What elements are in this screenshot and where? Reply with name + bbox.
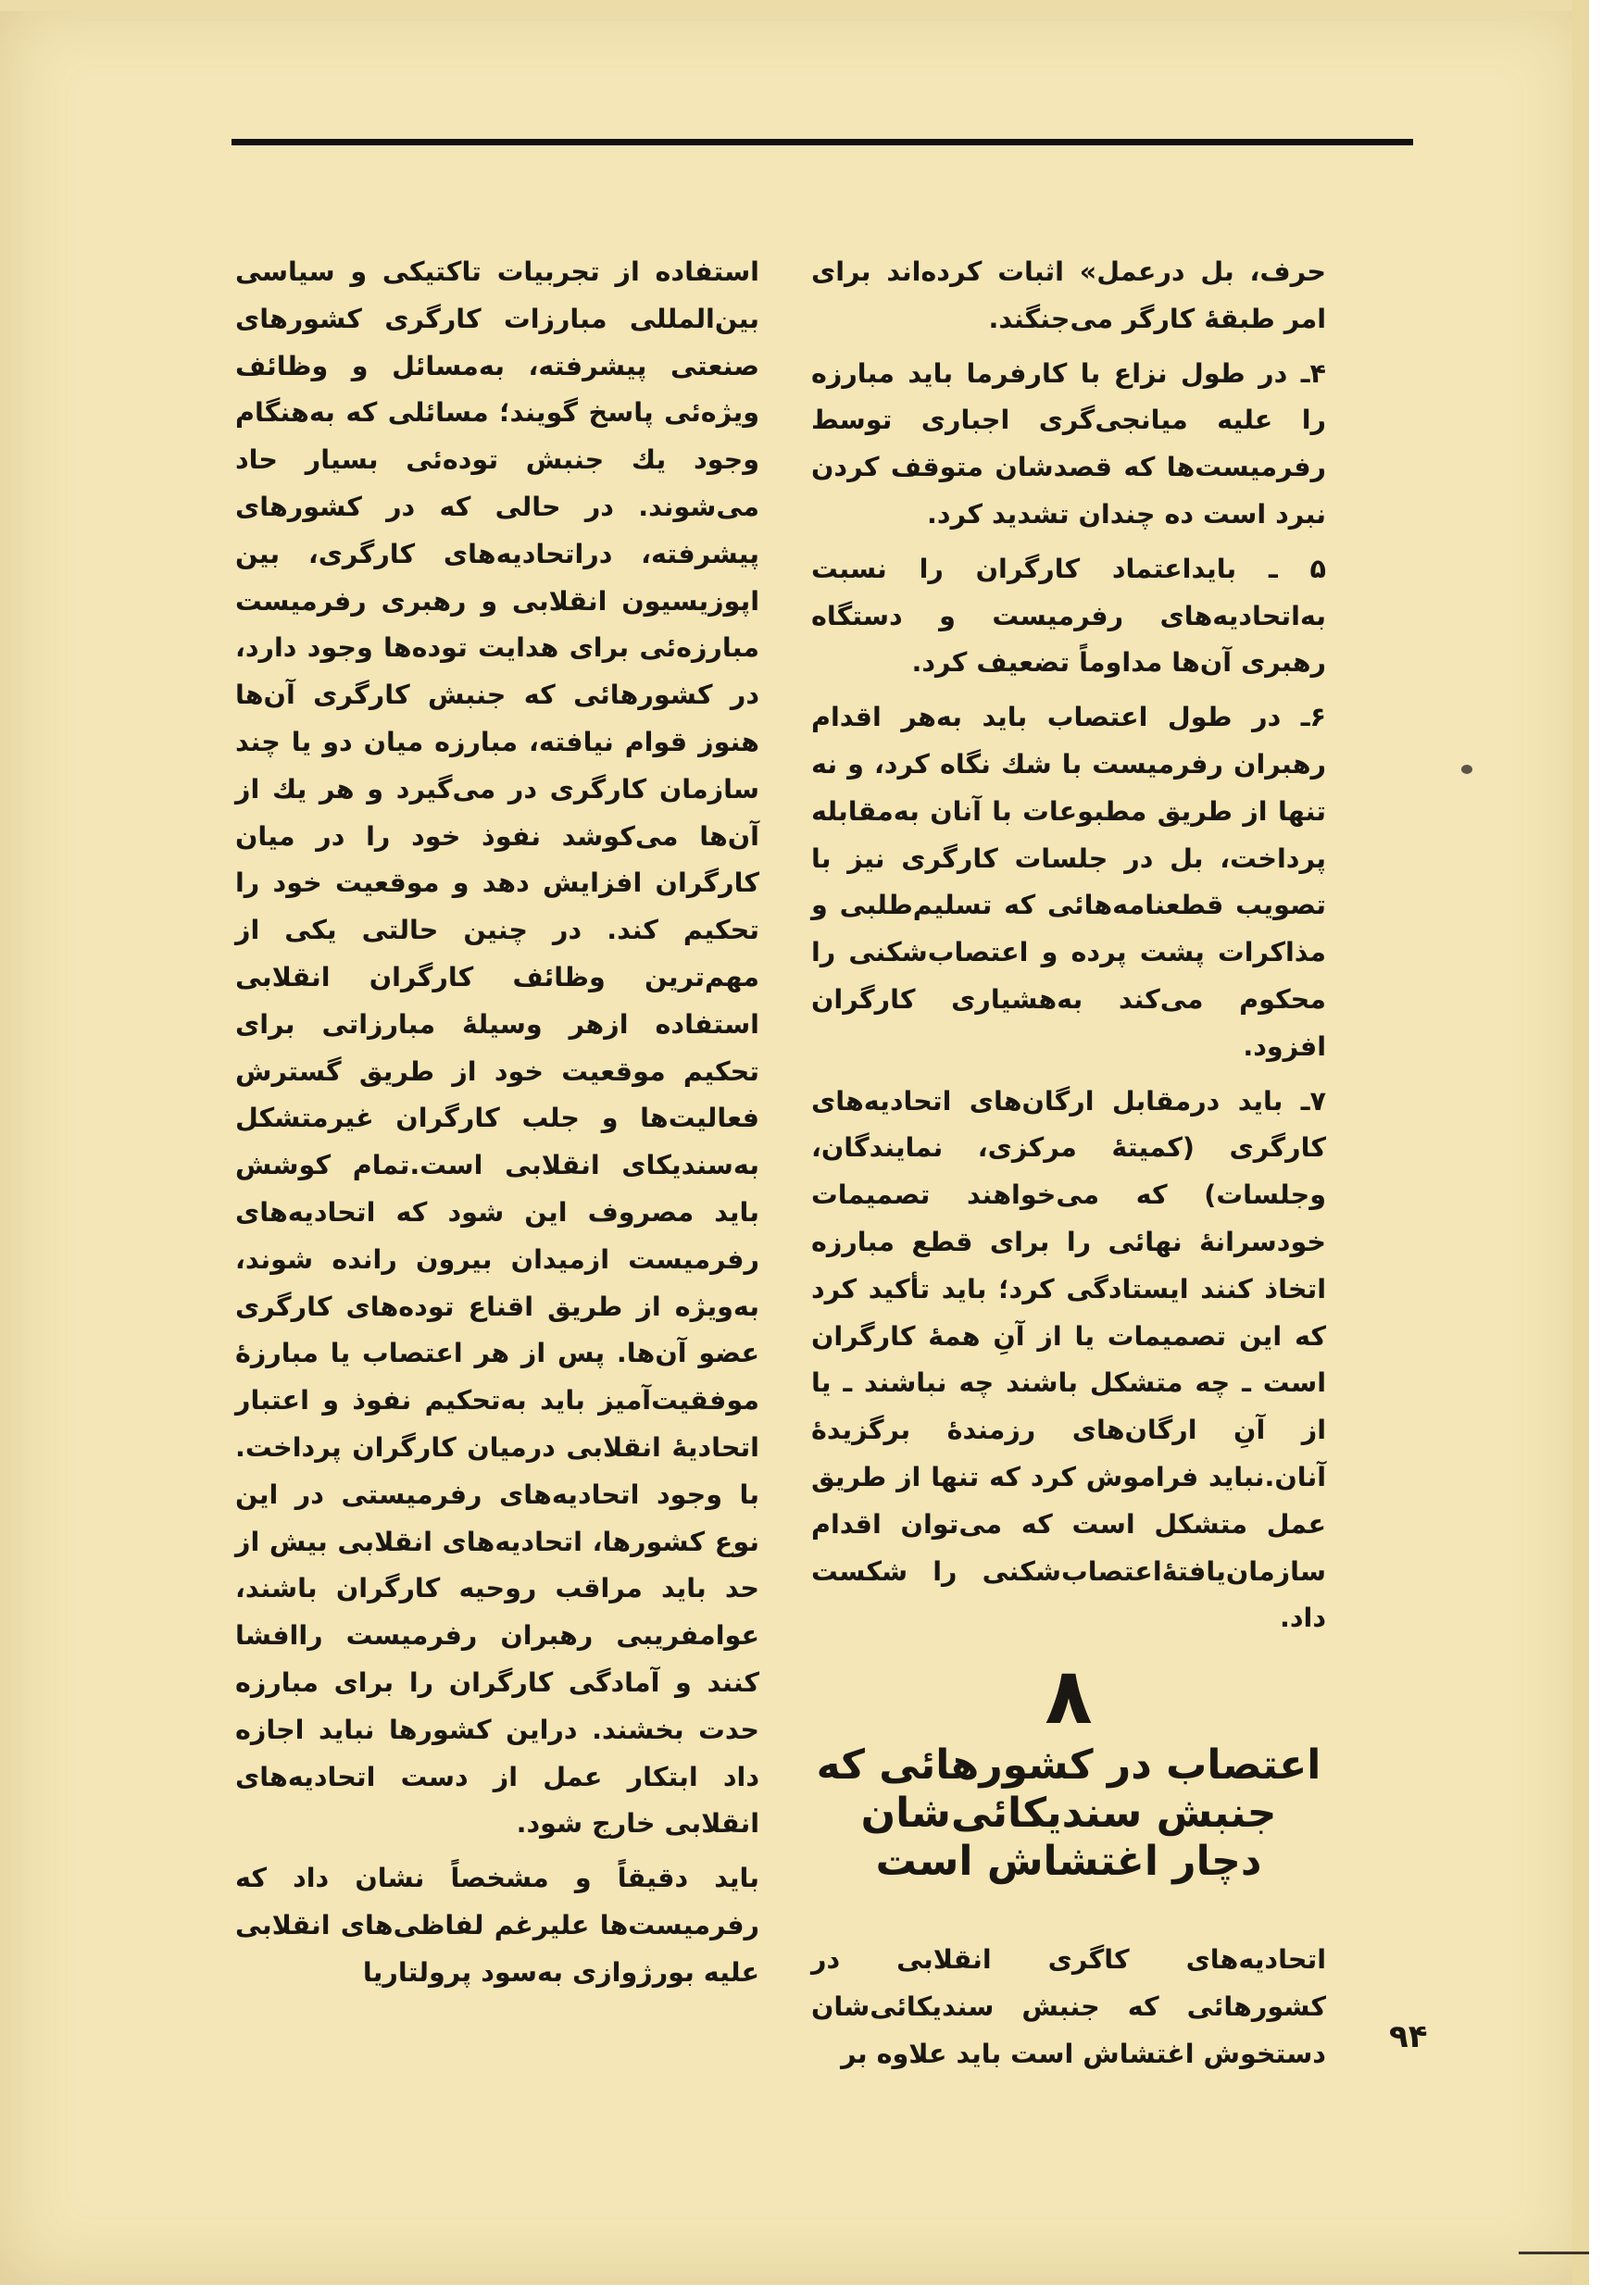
right-column bbox=[811, 248, 1326, 2085]
right-closing-paragraph: اتحادیه‌های کاگری انقلابی در کشورهائی که جنبش سندیکائی‌شان دستخوش اغتشاش است باید علاوه بر bbox=[811, 1943, 1326, 2069]
right-paragraph-4: ۶ـ در طول اعتصاب باید به‌هر اقدام رهبران رفرمیست با شك نگاه کرد، و نه تنها از طریق مطبوعات با آنان به‌مقابله پرداخت، بل در جلسات کارگری نیز با تصویب قطعنامه‌هائی که تسلیم‌طلبی و مذاکرات پشت پرده و اعتصاب‌شکنی را محکوم می‌کند به‌هشیاری کارگران افزود. bbox=[811, 701, 1326, 1062]
ink-spot bbox=[1461, 765, 1472, 774]
left-column bbox=[235, 248, 759, 2003]
footer-rule bbox=[1519, 2252, 1589, 2254]
header-rule bbox=[232, 139, 1413, 145]
left-paragraph-1: استفاده از تجربیات تاکتیکی و سیاسی بین‌المللی مبارزات کارگری کشورهای صنعتی پیشرفته، به‌مسائل و وظائف ویژه‌ئی پاسخ گویند؛ مسائلی که به‌هنگام وجود یك جنبش توده‌ئی بسیار حاد می‌شوند. در حالی که در کشورهای پیشرفته، دراتحادیه‌های کارگری، بین اپوزیسیون انقلابی و رهبری رفرمیست مبارزه‌ئی برای هدایت توده‌ها وجود دارد، در کشورهائی که جنبش کارگری آن‌ها هنوز قوام نیافته، مبارزه میان دو یا چند سازمان کارگری در می‌گیرد و هر یك از آن‌ها می‌کوشد نفوذ خود را در میان کارگران افزایش دهد و موقعیت خود را تحکیم کند. در چنین حالتی یکی از مهم‌ترین وظائف کارگران انقلابی استفاده ازهر وسیلۀ مبارزاتی برای تحکیم موقعیت خود از طریق گسترش فعالیت‌ها و جلب کارگران غیرمتشکل به‌سندیکای انقلابی است.تمام کوشش باید مصروف این شود که اتحادیه‌های رفرمیست ازمیدان بیرون رانده شوند، به‌ویژه از طریق اقناع توده‌های کارگری عضو آن‌ها. پس از هر اعتصاب یا مبارزۀ موفقیت‌آمیز باید به‌تحکیم نفوذ و اعتبار اتحادیۀ انقلابی درمیان کارگران پرداخت. با وجود اتحادیه‌های رفرمیستی در این نوع کشورها، اتحادیه‌های انقلابی بیش از حد باید مراقب روحیه کارگران باشند، عوامفریبی رهبران رفرمیست راافشا کنند و آمادگی کارگران را برای مبارزه حدت بخشند. دراین کشورها نباید اجازه داد ابتکار عمل از دست اتحادیه‌های انقلابی خارج شود. bbox=[235, 256, 759, 1840]
right-paragraph-2: ۴ـ در طول نزاع با کارفرما باید مبارزه را علیه میانجی‌گری اجباری توسط رفرمیست‌ها که قصدشان متوقف کردن نبرد است ده چندان تشدید کرد. bbox=[811, 356, 1326, 530]
page-right-edge bbox=[1572, 0, 1589, 2285]
right-paragraph-3: ۵ ـ بایداعتماد کارگران را نسبت به‌اتحادیه‌های رفرمیست و دستگاه رهبری آن‌ها مداوماً تضعیف کرد. bbox=[811, 552, 1326, 679]
right-paragraph-5: ۷ـ باید درمقابل ارگان‌های اتحادیه‌های کارگری (کمیتۀ مرکزی، نمایندگان، وجلسات) که می‌خواهند تصمیمات خودسرانۀ نهائی را برای قطع مبارزه اتخاذ کنند ایستادگی کرد؛ باید تأکید کرد که این تصمیمات یا از آنِ همۀ کارگران است ـ چه متشکل باشند چه نباشند ـ یا از آنِ ارگان‌های رزمندۀ برگزیدۀ آنان.نباید فراموش کرد که تنها از طریق عمل متشکل است که می‌توان اقدام سازمان‌یافتۀاعتصاب‌شکنی را شکست داد. bbox=[811, 1084, 1326, 1634]
section-number: ۸ bbox=[1045, 1651, 1093, 1742]
right-paragraph-1: حرف، بل درعمل» اثبات کرده‌اند برای امر طبقۀ کارگر می‌جنگند. bbox=[811, 256, 1326, 334]
section-title: اعتصاب در کشورهائی که جنبش سندیکائی‌شان دچار اغتشاش است bbox=[816, 1741, 1321, 1886]
left-paragraph-2: باید دقیقاً و مشخصاً نشان داد که رفرمیست‌ها علیرغم لفاظی‌های انقلابی علیه بورژوازی به‌سود پرولتاریا bbox=[235, 1862, 759, 1988]
page-top-fold bbox=[0, 0, 1589, 11]
page-number: ۹۴ bbox=[1389, 2018, 1428, 2055]
